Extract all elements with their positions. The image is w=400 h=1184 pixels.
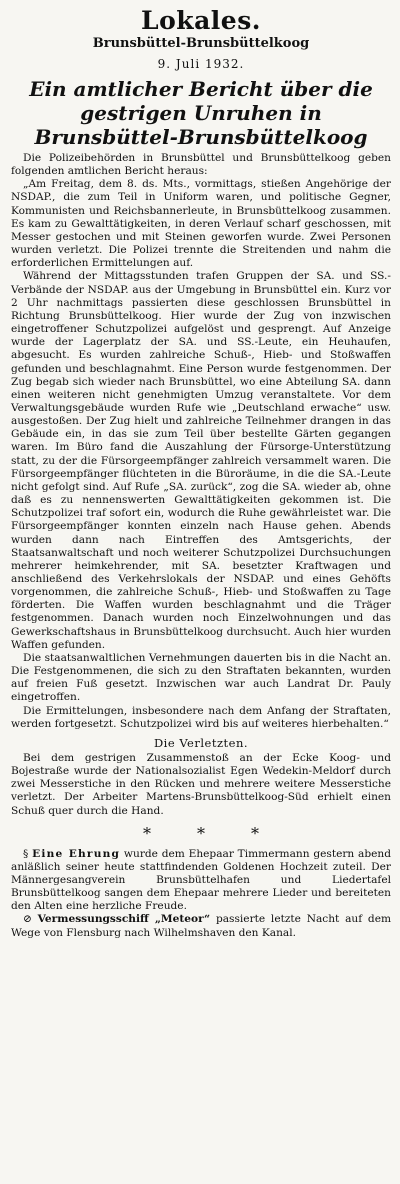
article-paragraph: Die Ermittelungen, insbesondere nach dem Anfang der Straftaten, werden fortgesetzt. Schutzpolizei wird bis auf weiteres hierbehalten.“ [11,704,391,730]
notice-text: wurde dem Ehepaar Timmermann gestern abend anläßlich seiner heute stattfindenden Goldenen Hochzeit zuteil. Der Männergesangverein Brunsbüttelhafen und Liedertafel Brunsbüttelkoog sangen dem Ehepaar mehrere Lieder und bereiteten den Alten eine herzliche Freude. [11,847,392,913]
separator-star: * [197,823,205,843]
notice-text: passierte letzte Nacht auf dem Wege von Flensburg nach Wilhelmshaven den Kanal. [11,913,392,939]
place-heading: Brunsbüttel-Brunsbüttelkoog [92,36,310,51]
injured-heading: Die Verletzten. [153,735,249,750]
article-date: 9. Juli 1932. [157,57,245,71]
article-paragraph: Die staatsanwaltlichen Vernehmungen dauerten bis in die Nacht an. Die Festgenommenen, die sich zu den Straftaten bekannten, wurden auf freien Fuß gesetzt. Inzwischen war auch Landrat Dr. Pauly eingetroffen. [11,651,391,704]
section-mark-icon: § [23,847,29,860]
section-title: Lokales. [141,6,261,35]
article-headline: Ein amtlicher Bericht über die gestrigen Unruhen in Brunsbüttel-Brunsbüttelkoog [29,77,373,149]
article-paragraph: Die Polizeibehörden in Brunsbüttel und Brunsbüttelkoog geben folgenden amtlichen Bericht heraus: [11,152,391,178]
notice-lead: Eine Ehrung [32,847,121,860]
notice-survey-ship [11,913,391,939]
article-paragraph: „Am Freitag, dem 8. ds. Mts., vormittags, stießen Angehörige der NSDAP., die zum Teil in Uniform waren, und politische Gegner, Kommunisten und Reichsbannerleute, in Brunsbüttelkoog zusammen. Es kam zu Gewalttätigkeiten, in deren Verlauf scharf geschossen, mit Messer gestochen und mit Steinen geworfen wurde. Zwei Personen wurden verletzt. Die Polizei trennte die Streitenden und nahm die erforderlichen Ermittelungen auf. [11,178,391,270]
injured-paragraph: Bei dem gestrigen Zusammenstoß an der Ecke Koog- und Bojestraße wurde der Nationalsozialist Egen Wedekin-Meldorf durch zwei Messerstiche in den Rücken und mehrere weitere Messerstiche verletzt. Der Arbeiter Martens-Brunsbüttelkoog-Süd erhielt einen Schuß quer durch die Hand. [11,751,391,817]
notice-lead: Vermessungsschiff „Meteor“ [37,913,211,926]
article-paragraph: Während der Mittagsstunden trafen Gruppen der SA. und SS.-Verbände der NSDAP. aus der Umgebung in Brunsbüttel ein. Kurz vor 2 Uhr nachmittags passierten diese geschlossen Brunsbüttel in Richtung Brunsbüttelkoog. Hier wurde der Zug von inzwischen eingetroffener Schutzpolizei aufgelöst und gesprengt. Auf Anzeige wurde der Lagerplatz der SA. und SS.-Leute, ein Heuhaufen, abgesucht. Es wurden zahlreiche Schuß-, Hieb- und Stoßwaffen gefunden und beschlagnahmt. Eine Person wurde festgenommen. Der Zug begab sich wieder nach Brunsbüttel, wo eine Abteilung SA. dann einen weiteren nicht genehmigten Umzug veranstaltete. Vor dem Verwaltungsgebäude wurden Rufe wie „Deutschland erwache“ usw. ausgestoßen. Der Zug hielt und zahlreiche Teilnehmer drangen in das Gebäude ein, in das sie zum Teil über bestellte Gärten gegangen waren. Im Büro fand die Auszahlung der Fürsorge-Unterstützung statt, zu der die Fürsorgeempfänger zahlreich versammelt waren. Die Fürsorgeempfänger flüchteten in die Büroräume, in die die SA.-Leute nicht gefolgt sind. Auf Rufe „SA. zurück“, zog die SA. wieder ab, ohne daß es zu nennenswerten Gewalttätigkeiten gekommen ist. Die Schutzpolizei traf sofort ein, wodurch die Ruhe gewährleistet war. Die Fürsorgeempfänger konnten einzeln nach Hause gehen. Abends wurden dann nach Eintreffen des Amtsgerichts, der Staatsanwaltschaft und noch weiterer Schutzpolizei Durchsuchungen mehrerer heimkehrender, mit SA. besetzter Kraftwagen und anschließend des Verkehrslokals der NSDAP. und eines Gehöfts vorgenommen, die zahlreiche Schuß-, Hieb- und Stoßwaffen zu Tage förderten. Die Waffen wurden beschlagnahmt und die Träger festgenommen. Danach wurden noch Einzelwohnungen und das Gewerkschaftshaus in Brunsbüttelkoog durchsucht. Auch hier wurden Waffen gefunden. [11,270,391,651]
ship-mark-icon: ⊘ [23,913,32,926]
separator-star: * [251,823,259,843]
separator-star: * [143,823,151,843]
notice-golden-wedding [11,848,391,914]
section-separator [11,824,391,844]
article-body [11,152,391,940]
